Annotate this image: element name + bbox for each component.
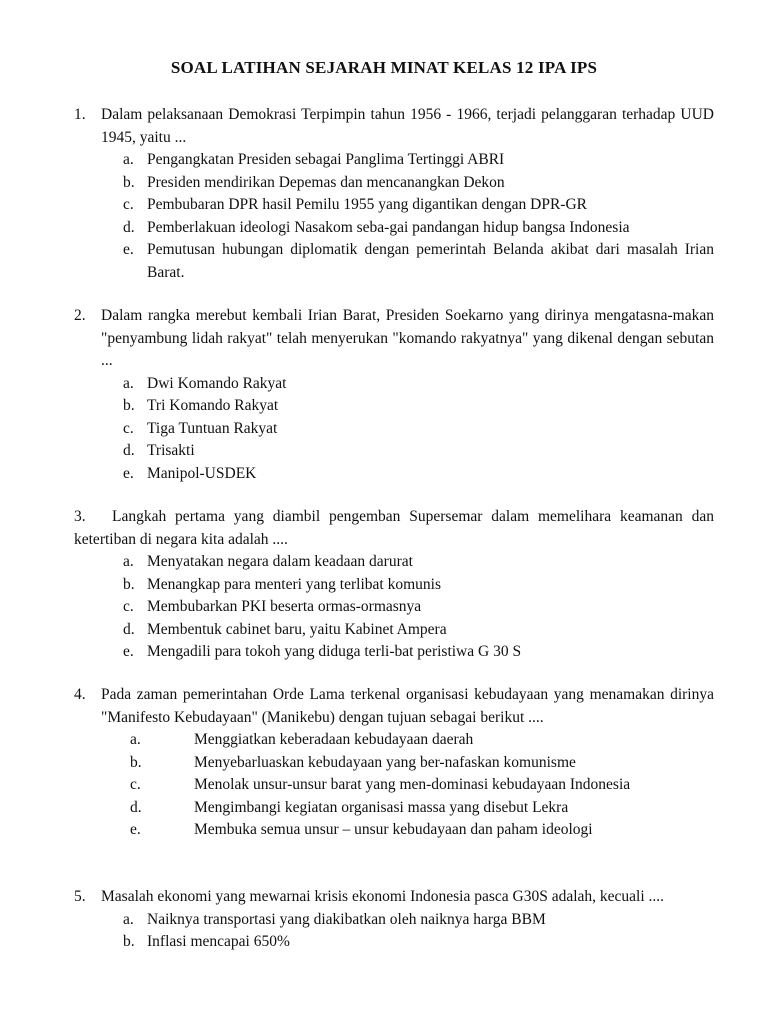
- option-letter: b.: [130, 753, 142, 771]
- option-letter: c.: [130, 776, 141, 793]
- option-d: [74, 797, 714, 820]
- option-text: Membubarkan PKI beserta ormas-ormasnya: [147, 598, 422, 615]
- question-number: 1.: [74, 106, 86, 123]
- option-letter: d.: [123, 620, 135, 638]
- option-letter: b.: [123, 575, 135, 593]
- question-number: 3.: [74, 508, 86, 525]
- question-2: [74, 305, 714, 485]
- page-title: SOAL LATIHAN SEJARAH MINAT KELAS 12 IPA IPS: [170, 58, 598, 77]
- option-list: [74, 729, 714, 842]
- question-number: 2.: [74, 307, 86, 324]
- option-letter: d.: [123, 218, 135, 236]
- option-text: Mengimbangi kegiatan organisasi massa yang disebut Lekra: [194, 798, 569, 816]
- option-list: [74, 551, 714, 664]
- option-text: Pemutusan hubungan diplomatik dengan pemerintah Belanda akibat dari masalah Irian Barat.: [147, 241, 714, 281]
- question-text: Masalah ekonomi yang mewarnai krisis ekonomi Indonesia pasca G30S adalah, kecuali ....: [101, 888, 665, 905]
- option-letter: e.: [123, 464, 134, 482]
- option-letter: a.: [123, 553, 134, 570]
- option-e: [74, 819, 714, 842]
- option-letter: c.: [123, 419, 134, 437]
- option-b: [74, 172, 714, 195]
- option-text: Pengangkatan Presiden sebagai Panglima Tertinggi ABRI: [147, 151, 505, 168]
- option-text: Membentuk cabinet baru, yaitu Kabinet Ampera: [147, 620, 447, 638]
- question-1: [74, 104, 714, 284]
- question-number: 5.: [74, 888, 86, 905]
- question-number: 4.: [74, 686, 86, 703]
- question-stem: [74, 886, 714, 909]
- option-letter: e.: [123, 241, 134, 258]
- option-text: Presiden mendirikan Depemas dan mencanangkan Dekon: [147, 173, 505, 191]
- option-text: Tri Komando Rakyat: [147, 397, 279, 414]
- option-text: Pemberlakuan ideologi Nasakom seba-gai pandangan hidup bangsa Indonesia: [147, 218, 630, 236]
- option-text: Naiknya transportasi yang diakibatkan oleh naiknya harga BBM: [147, 910, 546, 928]
- option-letter: b.: [123, 397, 135, 414]
- question-4: [74, 684, 714, 842]
- option-text: Tiga Tuntuan Rakyat: [147, 419, 278, 437]
- option-text: Dwi Komando Rakyat: [147, 374, 287, 392]
- option-a: [74, 729, 714, 752]
- option-letter: c.: [123, 598, 134, 615]
- option-text: Mengadili para tokoh yang diduga terli-bat peristiwa G 30 S: [147, 643, 522, 660]
- option-b: [74, 752, 714, 775]
- option-text: Menyebarluaskan kebudayaan yang ber-nafaskan komunisme: [194, 753, 576, 771]
- question-text: Pada zaman pemerintahan Orde Lama terkenal organisasi kebudayaan yang menamakan dirinya "Manifesto Kebudayaan" (Manikebu) dengan tujuan sebagai berikut ....: [101, 686, 714, 726]
- option-letter: e.: [130, 821, 141, 838]
- option-d: [74, 440, 714, 463]
- option-text: Inflasi mencapai 650%: [147, 933, 290, 950]
- option-letter: b.: [123, 173, 135, 191]
- option-a: [74, 551, 714, 574]
- option-text: Manipol-USDEK: [147, 464, 257, 482]
- option-e: [74, 463, 714, 486]
- question-5: [74, 886, 714, 954]
- option-letter: e.: [123, 643, 134, 660]
- question-stem: [74, 506, 714, 551]
- option-b: [74, 395, 714, 418]
- question-text: Dalam pelaksanaan Demokrasi Terpimpin tahun 1956 - 1966, terjadi pelanggaran terhadap UUD 1945, yaitu ...: [101, 106, 714, 146]
- option-text: Menyatakan negara dalam keadaan darurat: [147, 553, 413, 570]
- option-letter: c.: [123, 196, 134, 213]
- option-text: Trisakti: [147, 442, 195, 459]
- option-letter: a.: [123, 151, 134, 168]
- option-list: [74, 909, 714, 954]
- option-text: Menolak unsur-unsur barat yang men-dominasi kebudayaan Indonesia: [194, 776, 631, 793]
- option-d: [74, 217, 714, 240]
- option-letter: d.: [123, 442, 135, 459]
- option-a: [74, 909, 714, 932]
- question-stem: [74, 104, 714, 149]
- option-b: [74, 931, 714, 954]
- option-c: [74, 774, 714, 797]
- option-letter: a.: [123, 374, 134, 392]
- option-list: [74, 149, 714, 284]
- option-d: [74, 619, 714, 642]
- option-b: [74, 574, 714, 597]
- option-list: [74, 373, 714, 486]
- question-stem: [74, 684, 714, 729]
- option-a: [74, 373, 714, 396]
- option-c: [74, 596, 714, 619]
- option-text: Menangkap para menteri yang terlibat komunis: [147, 575, 441, 593]
- option-letter: a.: [130, 731, 141, 748]
- question-3: [74, 506, 714, 664]
- option-text: Pembubaran DPR hasil Pemilu 1955 yang digantikan dengan DPR-GR: [147, 196, 587, 213]
- option-c: [74, 418, 714, 441]
- option-a: [74, 149, 714, 172]
- question-text: Langkah pertama yang diambil pengemban Supersemar dalam memelihara keamanan dan ketertiban di negara kita adalah ....: [74, 508, 714, 548]
- option-e: [74, 641, 714, 664]
- option-e: [74, 239, 714, 284]
- option-letter: d.: [130, 798, 142, 816]
- option-text: Membuka semua unsur – unsur kebudayaan dan paham ideologi: [194, 821, 593, 838]
- option-c: [74, 194, 714, 217]
- question-stem: [74, 305, 714, 373]
- question-text: Dalam rangka merebut kembali Irian Barat, Presiden Soekarno yang dirinya mengatasna-makan "penyambung lidah rakyat" telah menyerukan "komando rakyatnya" yang dikenal dengan sebutan ...: [101, 307, 714, 369]
- option-letter: a.: [123, 910, 134, 928]
- option-text: Menggiatkan keberadaan kebudayaan daerah: [194, 731, 474, 748]
- option-letter: b.: [123, 933, 135, 950]
